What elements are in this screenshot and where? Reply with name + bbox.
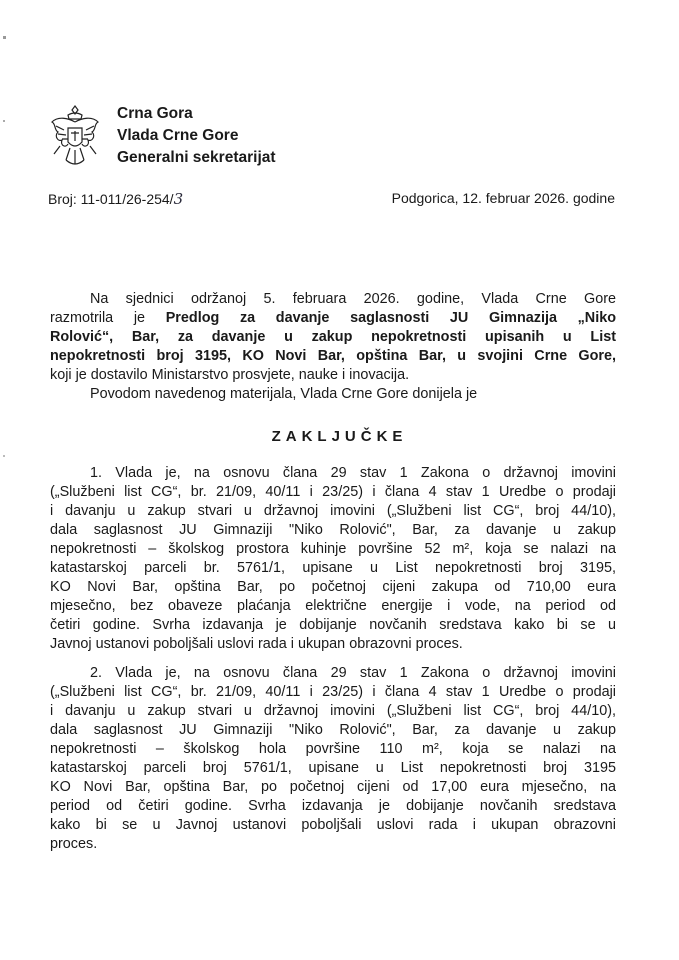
text-line: i davanju u zakup stvari u državnoj imovini („Službeni list CG“, broj 44/10), bbox=[50, 503, 616, 519]
scan-speck bbox=[3, 36, 6, 39]
text-line: nepokretnosti – školskog hola površine 110 m², koja se nalazi na bbox=[50, 741, 616, 757]
reference-handwritten-digit: 3 bbox=[173, 190, 184, 208]
text-line bbox=[50, 347, 616, 366]
scan-speck bbox=[3, 455, 5, 457]
text-span: razmotrila je bbox=[50, 310, 166, 326]
text-line bbox=[50, 309, 616, 328]
conclusion-item-2 bbox=[50, 664, 616, 854]
text-line: („Službeni list CG“, br. 21/09, 40/11 i 23/25) i člana 4 stav 1 Uredbe o prodaji bbox=[50, 684, 616, 700]
text-line: period od četiri godine. Svrha izdavanja je dobijanje novčanih sredstava bbox=[50, 798, 616, 814]
text-line: koji je dostavilo Ministarstvo prosvjete, nauke i inovacija. bbox=[50, 367, 410, 383]
header-secretariat: Generalni sekretarijat bbox=[117, 149, 276, 166]
text-line: 2. Vlada je, na osnovu člana 29 stav 1 Zakona o državnoj imovini bbox=[90, 665, 616, 681]
text-line: i davanju u zakup stvari u državnoj imovini („Službeni list CG“, broj 44/10), bbox=[50, 703, 616, 719]
text-line: četiri godine. Svrha izdavanja je dobijanje novčanih sredstava kako bi se u bbox=[50, 617, 616, 633]
text-line: Javnoj ustanovi poboljšali uslovi rada i ukupan obrazovni proces. bbox=[50, 636, 463, 652]
institution-header bbox=[117, 103, 276, 169]
text-line: KO Novi Bar, opština Bar, po početnoj cijeni zakupa od 710,00 eura bbox=[50, 579, 616, 595]
header-country: Crna Gora bbox=[117, 105, 193, 122]
header-government: Vlada Crne Gore bbox=[117, 127, 239, 144]
text-line: kako bi se u Javnoj ustanovi poboljšali uslovi rada i ukupan obrazovni bbox=[50, 817, 616, 833]
text-line: KO Novi Bar, opština Bar, po početnoj cijeni od 17,00 eura mjesečno, na bbox=[50, 779, 616, 795]
text-line: katastarskoj parceli br. 5761/1, upisane u List nepokretnosti broj 3195, bbox=[50, 560, 616, 576]
intro-paragraph bbox=[50, 290, 616, 404]
text-line: dala saglasnost JU Gimnaziji "Niko Rolović", Bar, za davanje u zakup bbox=[50, 522, 616, 538]
scan-speck bbox=[3, 120, 5, 122]
conclusion-item-1 bbox=[50, 464, 616, 654]
text-line: („Službeni list CG“, br. 21/09, 40/11 i 23/25) i člana 4 stav 1 Uredbe o prodaji bbox=[50, 484, 616, 500]
section-title: ZAKLJUČKE bbox=[271, 428, 408, 445]
text-line: Rolović“, Bar, za davanje u zakup nepokretnosti upisanih u List bbox=[50, 329, 616, 345]
text-line: 1. Vlada je, na osnovu člana 29 stav 1 Zakona o državnoj imovini bbox=[90, 465, 616, 481]
reference-number-text: Broj: 11-011/26-254/ bbox=[48, 191, 174, 207]
reference-number bbox=[48, 190, 183, 208]
text-line: Na sjednici održanoj 5. februara 2026. godine, Vlada Crne Gore bbox=[90, 291, 616, 307]
text-line: Povodom navedenog materijala, Vlada Crne Gore donijela je bbox=[90, 386, 478, 402]
text-line: mjesečno, bez obaveze plaćanja električne energije i vode, na period od bbox=[50, 598, 616, 614]
coat-of-arms-icon bbox=[48, 104, 102, 170]
text-line: proces. bbox=[50, 836, 98, 852]
proposal-title: Predlog za davanje saglasnosti JU Gimnazija „Niko bbox=[165, 310, 616, 326]
text-line: dala saglasnost JU Gimnaziji "Niko Rolović", Bar, za davanje u zakup bbox=[50, 722, 616, 738]
text-line: nepokretnosti – školskog prostora kuhinje površine 52 m², koja se nalazi na bbox=[50, 541, 616, 557]
text-line: katastarskoj parceli broj 5761/1, upisane u List nepokretnosti broj 3195 bbox=[50, 760, 616, 776]
proposal-title-cont: nepokretnosti broj 3195, KO Novi Bar, opština Bar, u svojini Crne Gore, bbox=[50, 348, 616, 364]
document-date: Podgorica, 12. februar 2026. godine bbox=[391, 190, 615, 206]
